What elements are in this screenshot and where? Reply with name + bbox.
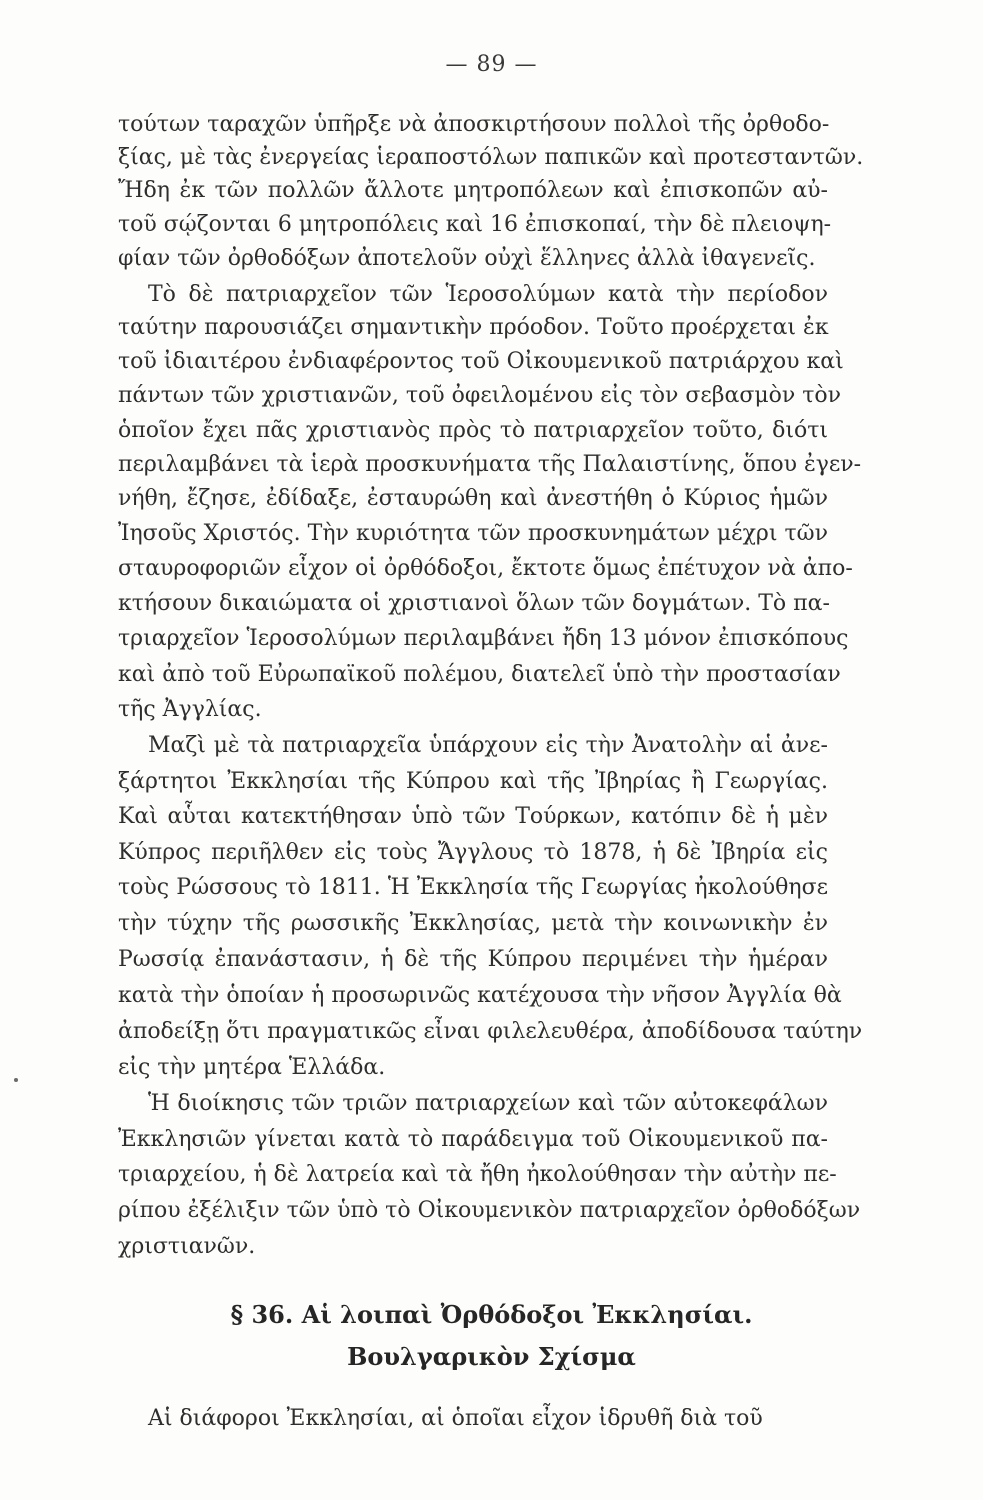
text-line: τοῦ σῴζονται 6 μητροπόλεις καὶ 16 ἐπισκοπαί, τὴν δὲ πλειοψη-	[118, 212, 832, 237]
text-line: κτήσουν δικαιώματα οἱ χριστιανοὶ ὅλων τῶν δογμάτων. Τὸ πα-	[118, 591, 830, 616]
text-line: Ἰησοῦς Χριστός. Τὴν κυριότητα τῶν προσκυνημάτων μέχρι τῶν	[118, 521, 828, 546]
text-line: Ἡ διοίκησις τῶν τριῶν πατριαρχείων καὶ τῶν αὐτοκεφάλων	[148, 1091, 828, 1116]
text-line: καὶ ἀπὸ τοῦ Εὐρωπαϊκοῦ πολέμου, διατελεῖ ὑπὸ τὴν προστασίαν	[118, 662, 841, 687]
margin-speck	[14, 1078, 18, 1082]
text-line: πάντων τῶν χριστιανῶν, τοῦ ὀφειλομένου εἰς τὸν σεβασμὸν τὸν	[118, 383, 842, 408]
text-line: τριαρχεῖον Ἱεροσολύμων περιλαμβάνει ἤδη 13 μόνον ἐπισκόπους	[118, 626, 849, 651]
text-line: ξίας, μὲ τὰς ἐνεργείας ἱεραποστόλων παπικῶν καὶ προτεσταντῶν.	[118, 145, 864, 170]
text-line: τῆς Ἀγγλίας.	[118, 697, 262, 722]
text-line: τοὺς Ρώσσους τὸ 1811. Ἡ Ἐκκλησία τῆς Γεωργίας ἠκολούθησε	[118, 875, 828, 900]
text-line: Αἱ διάφοροι Ἐκκλησίαι, αἱ ὁποῖαι εἶχον ἱδρυθῆ διὰ τοῦ	[148, 1406, 763, 1431]
text-line: τὴν τύχην τῆς ρωσσικῆς Ἐκκλησίας, μετὰ τὴν κοινωνικὴν ἐν	[118, 911, 828, 936]
text-line: Ἐκκλησιῶν γίνεται κατὰ τὸ παράδειγμα τοῦ Οἰκουμενικοῦ πα-	[118, 1127, 828, 1152]
text-line: Ἤδη ἐκ τῶν πολλῶν ἄλλοτε μητροπόλεων καὶ ἐπισκοπῶν αὐ-	[118, 178, 828, 203]
text-line: Κύπρος περιῆλθεν εἰς τοὺς Ἄγγλους τὸ 1878, ἡ δὲ Ἰβηρία εἰς	[118, 840, 828, 865]
text-line: Τὸ δὲ πατριαρχεῖον τῶν Ἱεροσολύμων κατὰ τὴν περίοδον	[148, 282, 828, 307]
section-heading-line2: Βουλγαρικὸν Σχίσμα	[347, 1342, 636, 1371]
text-line: Καὶ αὗται κατεκτήθησαν ὑπὸ τῶν Τούρκων, κατόπιν δὲ ἡ μὲν	[118, 804, 828, 829]
text-line: ταύτην παρουσιάζει σημαντικὴν πρόοδον. Τοῦτο προέρχεται ἐκ	[118, 315, 829, 340]
text-line: ρίπου ἐξέλιξιν τῶν ὑπὸ τὸ Οἰκουμενικὸν πατριαρχεῖον ὀρθοδόξων	[118, 1198, 861, 1223]
text-line: τούτων ταραχῶν ὑπῆρξε νὰ ἀποσκιρτήσουν πολλοὶ τῆς ὀρθοδο-	[118, 112, 830, 137]
text-line: χριστιανῶν.	[118, 1234, 256, 1259]
text-line: τοῦ ἰδιαιτέρου ἐνδιαφέροντος τοῦ Οἰκουμενικοῦ πατριάρχου καὶ	[118, 349, 844, 374]
section-heading-line1: § 36. Αἱ λοιπαὶ Ὀρθόδοξοι Ἐκκλησίαι.	[230, 1300, 753, 1329]
text-line: ξάρτητοι Ἐκκλησίαι τῆς Κύπρου καὶ τῆς Ἰβηρίας ἢ Γεωργίας.	[118, 769, 828, 794]
text-line: τριαρχείου, ἡ δὲ λατρεία καὶ τὰ ἤθη ἠκολούθησαν τὴν αὐτὴν πε-	[118, 1162, 837, 1187]
text-line: κατὰ τὴν ὁποίαν ἡ προσωρινῶς κατέχουσα τὴν νῆσον Ἀγγλία θὰ	[118, 983, 842, 1008]
text-line: σταυροφοριῶν εἶχον οἱ ὀρθόδοξοι, ἔκτοτε ὅμως ἐπέτυχον νὰ ἀπο-	[118, 556, 853, 581]
page-number: — 89 —	[445, 52, 538, 77]
text-line: Ρωσσίᾳ ἐπανάστασιν, ἡ δὲ τῆς Κύπρου περιμένει τὴν ἡμέραν	[118, 947, 828, 972]
text-line: φίαν τῶν ὀρθοδόξων ἀποτελοῦν οὐχὶ ἕλληνες ἀλλὰ ἰθαγενεῖς.	[118, 246, 816, 271]
text-line: ὁποῖον ἔχει πᾶς χριστιανὸς πρὸς τὸ πατριαρχεῖον τοῦτο, διότι	[118, 418, 828, 443]
text-line: εἰς τὴν μητέρα Ἑλλάδα.	[118, 1055, 386, 1080]
text-line: περιλαμβάνει τὰ ἱερὰ προσκυνήματα τῆς Παλαιστίνης, ὅπου ἐγεν-	[118, 452, 862, 477]
text-line: ἀποδείξῃ ὅτι πραγματικῶς εἶναι φιλελευθέρα, ἀποδίδουσα ταύτην	[118, 1019, 863, 1044]
text-line: νήθη, ἔζησε, ἐδίδαξε, ἐσταυρώθη καὶ ἀνεστήθη ὁ Κύριος ἡμῶν	[118, 486, 828, 511]
text-line: Μαζὶ μὲ τὰ πατριαρχεῖα ὑπάρχουν εἰς τὴν Ἀνατολὴν αἱ ἀνε-	[148, 733, 828, 758]
